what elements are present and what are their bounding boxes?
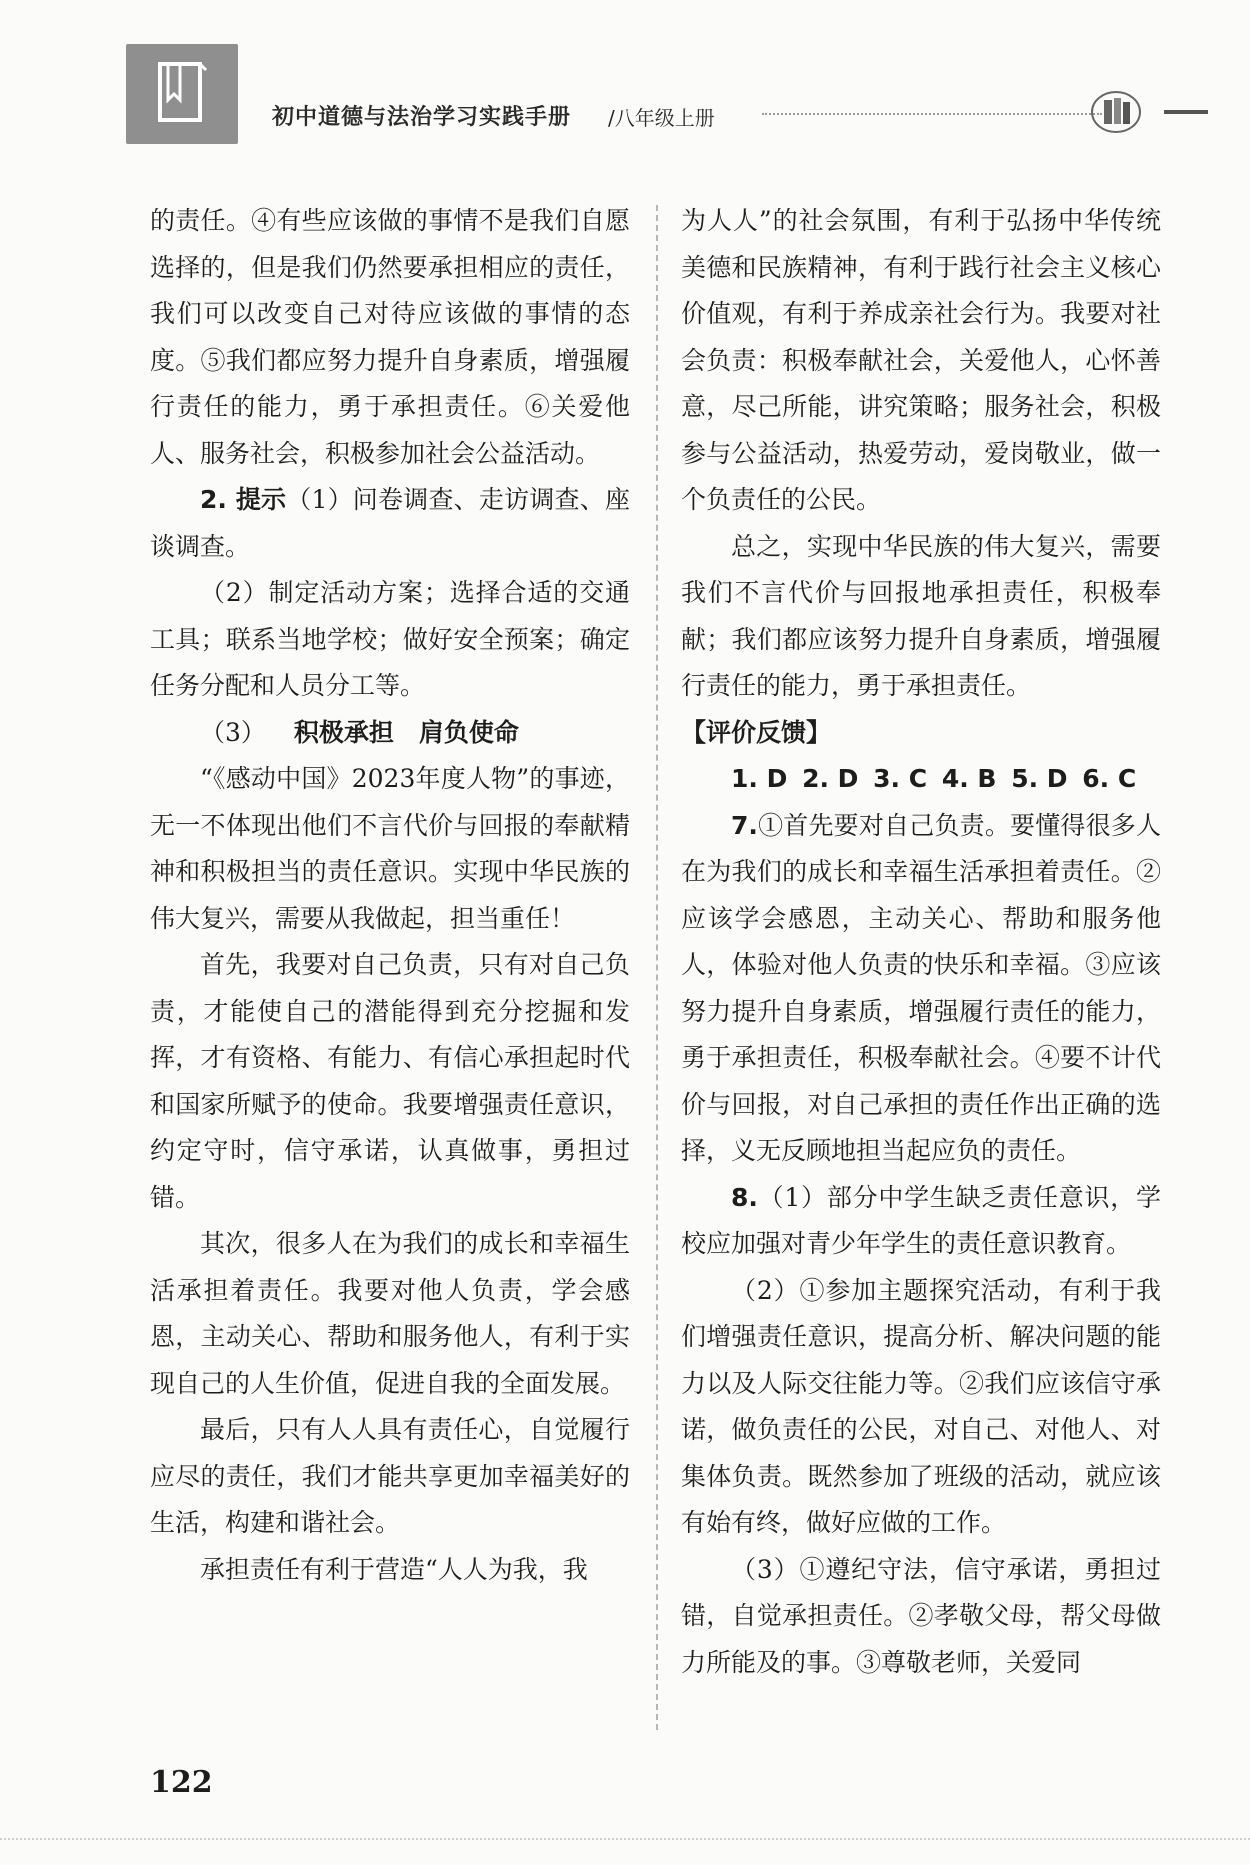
- paragraph: 首先，我要对自己负责，只有对自己负责，才能使自己的潜能得到充分挖掘和发挥，才有资格、有能力、有信心承担起时代和国家所赋予的使命。我要增强责任意识，约定守时，信守承诺，认真做事，勇担过错。: [150, 950, 630, 1212]
- column-divider: [656, 205, 658, 1730]
- paragraph: （2）①参加主题探究活动，有利于我们增强责任意识，提高分析、解决问题的能力以及人际交往能力等。②我们应该信守承诺，做负责任的公民，对自己、对他人、对集体负责。既然参加了班级的活动，就应该有始有终，做好应做的工作。: [681, 1275, 1161, 1537]
- paragraph: 总之，实现中华民族的伟大复兴，需要我们不言代价与回报地承担责任，积极奉献；我们都应该努力提升自身素质，增强履行责任的能力，勇于承担责任。: [681, 531, 1161, 700]
- header-dash: [1164, 110, 1208, 114]
- section-number: （3）: [200, 717, 266, 747]
- answer-item: 6. C: [1082, 764, 1137, 793]
- answer-text: （1）问卷调查、走访调查、座谈调查。: [150, 485, 630, 561]
- header-dotted-line: [762, 113, 1102, 115]
- book-title: 初中道德与法治学习实践手册: [272, 105, 572, 130]
- question-label: 2. 提示: [200, 485, 287, 514]
- answer-item: 4. B: [941, 764, 997, 793]
- section-heading: [150, 710, 630, 757]
- paragraph: “《感动中国》2023年度人物”的事迹，无一不体现出他们不言代价与回报的奉献精神和积极担当的责任意识。实现中华民族的伟大复兴，需要从我做起，担当重任！: [150, 764, 630, 933]
- page-header: [0, 0, 1250, 170]
- section-title: 积极承担 肩负使命: [293, 717, 519, 747]
- paragraph: 为人人”的社会氛围，有利于弘扬中华传统美德和民族精神，有利于践行社会主义核心价值观，有利于养成亲社会行为。我要对社会负责：积极奉献社会，关爱他人，心怀善意，尽己所能，讲究策略；服务社会，积极参与公益活动，热爱劳动，爱岗敬业，做一个负责任的公民。: [681, 206, 1161, 514]
- paragraph: [681, 1175, 1161, 1268]
- paragraph: （2）制定活动方案；选择合适的交通工具；联系当地学校；做好安全预案；确定任务分配和人员分工等。: [150, 578, 630, 700]
- answer-text: （1）部分中学生缺乏责任意识，学校应加强对青少年学生的责任意识教育。: [681, 1182, 1161, 1258]
- book-grade: /八年级上册: [608, 106, 715, 130]
- page-number: 122: [150, 1765, 213, 1800]
- paragraph: [681, 803, 1161, 1175]
- answer-key: [681, 756, 1161, 803]
- book-icon: [154, 60, 210, 126]
- paragraph: 的责任。④有些应该做的事情不是我们自愿选择的，但是我们仍然要承担相应的责任，我们可以改变自己对待应该做的事情的态度。⑤我们都应努力提升自身素质，增强履行责任的能力，勇于承担责任。⑥关爱他人、服务社会，积极参加社会公益活动。: [150, 206, 630, 468]
- books-emblem-icon: [1090, 88, 1146, 136]
- answer-item: 5. D: [1011, 764, 1068, 793]
- answer-item: 2. D: [802, 764, 859, 793]
- question-number: 7.: [731, 810, 758, 840]
- bottom-border: [0, 1838, 1250, 1850]
- book-logo: [126, 44, 238, 144]
- question-number: 8.: [731, 1182, 758, 1212]
- answer-text: ①首先要对自己负责。要懂得很多人在为我们的成长和幸福生活承担着责任。②应该学会感恩，主动关心、帮助和服务他人，体验对他人负责的快乐和幸福。③应该努力提升自身素质，增强履行责任的能力，勇于承担责任，积极奉献社会。④要不计代价与回报，对自己承担的责任作出正确的选择，义无反顾地担当起应负的责任。: [681, 810, 1161, 1165]
- answer-item: 3. C: [873, 764, 928, 793]
- paragraph: 其次，很多人在为我们的成长和幸福生活承担着责任。我要对他人负责，学会感恩，主动关心、帮助和服务他人，有利于实现自己的人生价值，促进自我的全面发展。: [150, 1229, 630, 1398]
- paragraph: 承担责任有利于营造“人人为我，我: [200, 1554, 588, 1584]
- answer-item: 1. D: [731, 764, 788, 793]
- right-column: [681, 198, 1161, 1686]
- paragraph: 最后，只有人人具有责任心，自觉履行应尽的责任，我们才能共享更加幸福美好的生活，构建和谐社会。: [150, 1415, 630, 1537]
- paragraph: [150, 477, 630, 570]
- paragraph: （3）①遵纪守法，信守承诺，勇担过错，自觉承担责任。②孝敬父母，帮父母做力所能及的事。③尊敬老师，关爱同: [681, 1554, 1161, 1677]
- left-column: [150, 198, 630, 1593]
- section-heading: 【评价反馈】: [681, 717, 832, 747]
